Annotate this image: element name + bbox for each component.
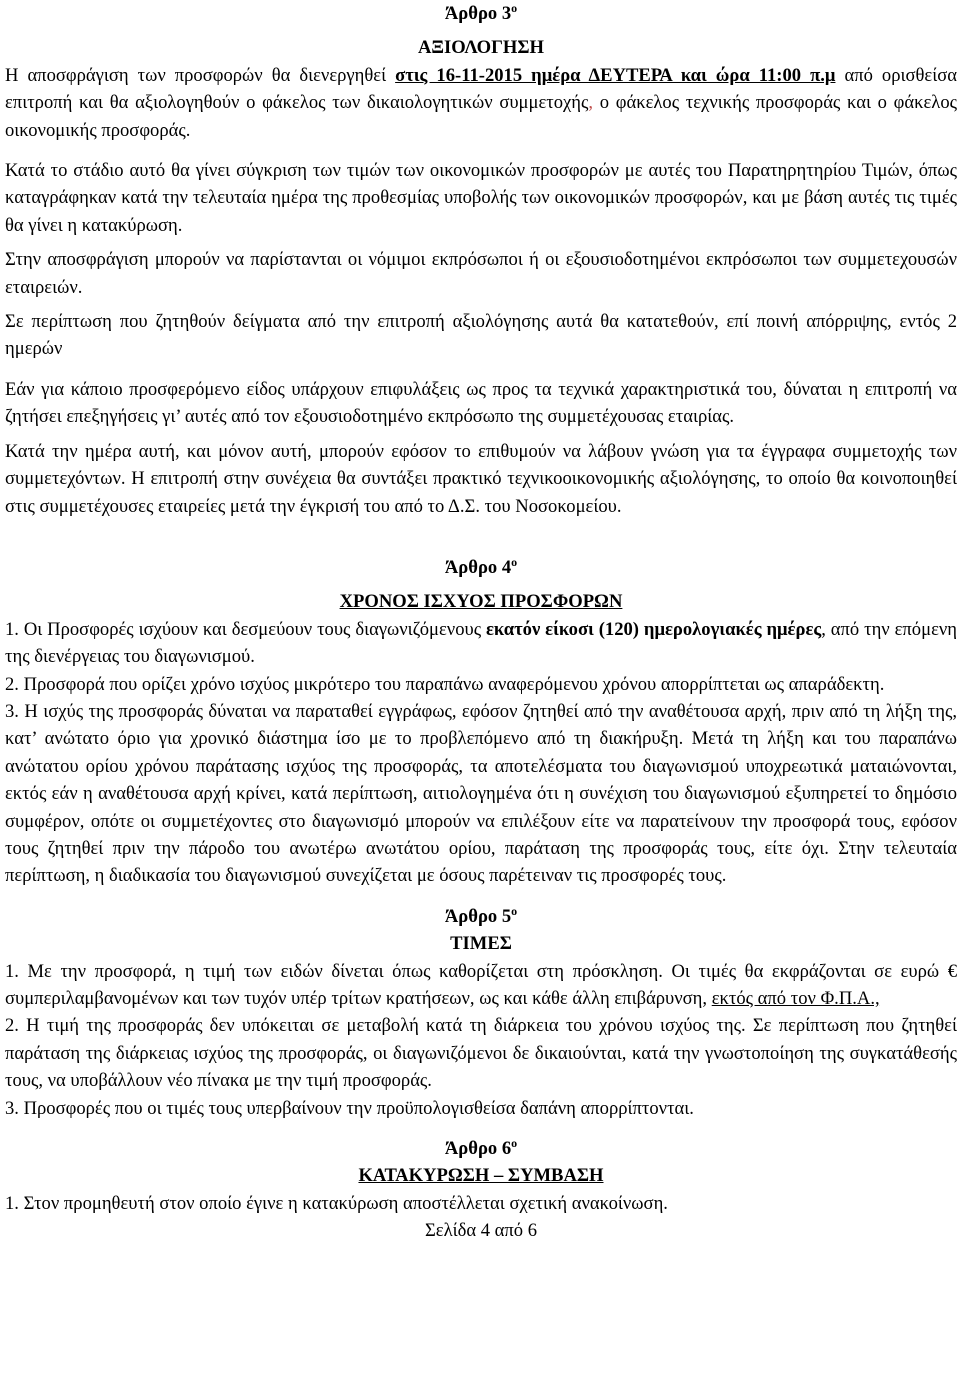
article-3-paragraph-3: Στην αποσφράγιση μπορούν να παρίστανται οι νόμιμοι εκπρόσωποι ή οι εξουσιοδοτημένοι εκπρόσωποι των συμμετεχουσών εταιρειών.: [5, 249, 957, 298]
article-4-item-2: 2. Προσφορά που ορίζει χρόνο ισχύος μικρότερο του παραπάνω αναφερόμενου χρόνου απορρίπτεται ως απαράδεκτη.: [5, 673, 885, 695]
validity-period: εκατόν είκοσι (120) ημερολογιακές ημέρες: [485, 618, 822, 640]
opening-date: στις 16-11-2015 ημέρα ΔΕΥΤΕΡΑ και ώρα 11:00 π.μ: [395, 64, 836, 86]
article-5-title: ΤΙΜΕΣ: [450, 933, 512, 955]
article-5-item-3: 3. Προσφορές που οι τιμές τους υπερβαίνουν την προϋπολογισθείσα δαπάνη απορρίπτονται.: [5, 1097, 694, 1119]
article-3-paragraph-6: Κατά την ημέρα αυτή, και μόνον αυτή, μπορούν εφόσον το επιθυμούν να λάβουν γνώση για τα έγγραφα συμμετοχής των συμμετεχόντων. Η επιτροπή στην συνέχεια θα συντάξει πρακτικό τεχνικοοικονομικής αξιολόγησης, το οποίο θα κοινοποιηθεί στις συμμετέχουσες εταιρείες μετά την έγκρισή του από το Δ.Σ. του Νοσοκομείου.: [5, 440, 957, 517]
article-3-paragraph-1: Η αποσφράγιση των προσφορών θα διενεργηθεί στις 16-11-2015 ημέρα ΔΕΥΤΕΡΑ και ώρα 11:00 π.μ από ορισθείσα επιτροπή και θα αξιολογηθούν ο φάκελος των δικαιολογητικών συμμετοχής, ο φάκελος τεχνικής προσφοράς και ο φάκελος οικονομικής προσφοράς.: [5, 64, 958, 141]
page-footer: Σελίδα 4 από 6: [424, 1220, 538, 1242]
article-6-item-1: 1. Στον προμηθευτή στον οποίο έγινε η κατακύρωση αποστέλλεται σχετική ανακοίνωση.: [5, 1192, 668, 1214]
article-3-paragraph-5: Εάν για κάποιο προσφερόμενο είδος υπάρχουν επιφυλάξεις ως προς τα τεχνικά χαρακτηριστικά του, δύναται η επιτροπή να ζητήσει επεξηγήσεις γι’ αυτές από τον εξουσιοδοτημένο εκπρόσωπο της συμμετέχουσας εταιρίας.: [5, 378, 957, 428]
article-4-item-1: 1. Οι Προσφορές ισχύουν και δεσμεύουν τους διαγωνιζόμενους εκατόν είκοσι (120) ημερολογιακές ημέρες, από την επόμενη της διενέργειας του διαγωνισμού.: [5, 618, 958, 668]
article-3-paragraph-2: Κατά το στάδιο αυτό θα γίνει σύγκριση των τιμών των οικονομικών προσφορών με αυτές του Παρατηρητηρίου Τιμών, όπως καταγράφηκαν κατά την τελευταία ημέρα της προθεσμίας υποβολής των οικονομικών προσφορών, και με βάση αυτές τις τιμές θα γίνει η κατακύρωση.: [5, 160, 957, 236]
article-6-title: ΚΑΤΑΚΥΡΩΣΗ – ΣΥΜΒΑΣΗ: [358, 1165, 604, 1187]
article-4-title: ΧΡΟΝΟΣ ΙΣΧΥΟΣ ΠΡΟΣΦΟΡΩΝ: [339, 591, 623, 613]
article-3-title: ΑΞΙΟΛΟΓΗΣΗ: [418, 37, 544, 59]
article-5-item-1: 1. Με την προσφορά, η τιμή των ειδών δίνεται όπως καθορίζεται στη πρόσκληση. Οι τιμές θα εκφράζονται σε ευρώ € συμπεριλαμβανομένων και των τυχόν υπέρ τρίτων κρατήσεων, ως και κάθε άλλη επιβάρυνση, εκτός από τον Φ.Π.Α.,: [5, 960, 957, 1009]
vat-exclusion: εκτός από τον Φ.Π.Α.,: [711, 988, 880, 1009]
article-3-heading: Άρθρο $3^o$: [444, 0, 518, 24]
article-4-item-3: 3. Η ισχύς της προσφοράς δύναται να παραταθεί εγγράφως, εφόσον ζητηθεί από την αναθέτουσα αρχή, πριν από τη λήξη της, κατ’ ανώτατο όριο για χρονικό διάστημα ίσο με το προβλεπόμενο από τη διακήρυξη. Μετά τη λήξη και του παραπάνω ανώτατου ορίου χρόνου παράτασης ισχύος της προσφοράς, τα αποτελέσματα του διαγωνισμού υποχρεωτικά ματαιώνονται, εκτός εάν η αναθέτουσα αρχή κρίνει, κατά περίπτωση, αιτιολογημένα ότι η συνέχιση του διαγωνισμού εξυπηρετεί το δημόσιο συμφέρον, οπότε οι συμμετέχοντες στο διαγωνισμό μπορούν να επιλέξουν είτε να παρατείνουν την προσφορά τους, εφόσον τους ζητηθεί πριν την πάροδο του ανωτέρω ανωτάτου ορίου, παράταση της προσφοράς τους, είτε όχι. Στην τελευταία περίπτωση, η διαδικασία του διαγωνισμού συνεχίζεται με όσους παρέτειναν τις προσφορές τους.: [5, 700, 957, 887]
article-6-heading: Άρθρο $6^o$: [444, 1135, 518, 1160]
article-4-heading: Άρθρο $4^o$: [444, 554, 518, 578]
article-5-item-2: 2. Η τιμή της προσφοράς δεν υπόκειται σε μεταβολή κατά τη διάρκεια του χρόνου ισχύος της. Σε περίπτωση που ζητηθεί παράταση της διάρκειας ισχύος της προσφοράς, οι διαγωνιζόμενοι δε δικαιούνται, κατά την γνωστοποίηση της συγκατάθεσής τους, να υποβάλλουν νέο πίνακα με την τιμή προσφοράς.: [5, 1015, 957, 1092]
article-3-paragraph-4: Σε περίπτωση που ζητηθούν δείγματα από την επιτροπή αξιολόγησης αυτά θα κατατεθούν, επί ποινή απόρριψης, εντός 2 ημερών: [5, 311, 957, 360]
article-5-heading: Άρθρο $5^o$: [444, 903, 518, 927]
